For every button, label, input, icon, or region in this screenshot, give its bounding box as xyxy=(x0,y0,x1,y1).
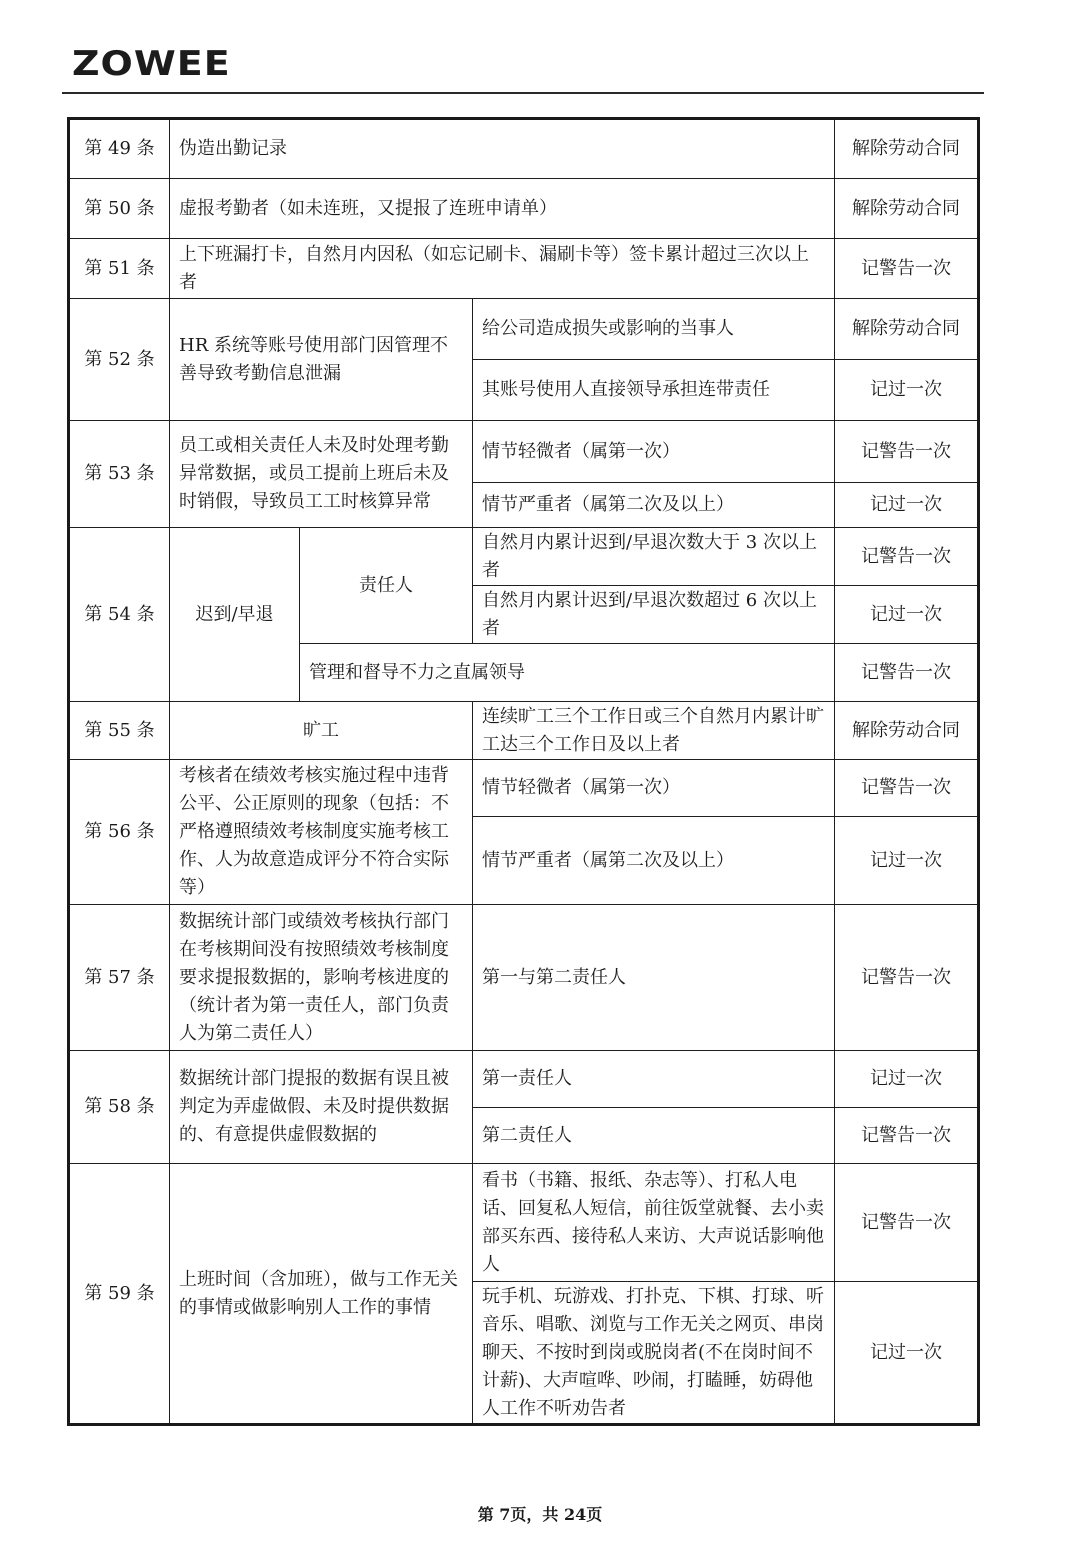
table-row xyxy=(69,702,979,760)
condition: 第一责任人 xyxy=(473,1051,835,1108)
penalty: 记过一次 xyxy=(835,1051,979,1108)
penalty: 记过一次 xyxy=(835,1282,979,1425)
rules-table xyxy=(67,117,980,1426)
article-number: 第 49 条 xyxy=(69,119,170,179)
condition: 看书（书籍、报纸、杂志等）、打私人电话、回复私人短信，前往饭堂就餐、去小卖部买东西、接待私人来访、大声说话影响他人 xyxy=(473,1164,835,1282)
condition: 情节严重者（属第二次及以上） xyxy=(473,483,835,528)
table-row xyxy=(69,239,979,299)
table-row xyxy=(69,1164,979,1282)
article-number: 第 52 条 xyxy=(69,299,170,421)
penalty: 记警告一次 xyxy=(835,644,979,702)
penalty: 记警告一次 xyxy=(835,421,979,483)
offense-description: 上班时间（含加班），做与工作无关的事情或做影响别人工作的事情 xyxy=(170,1164,473,1425)
condition: 连续旷工三个工作日或三个自然月内累计旷工达三个工作日及以上者 xyxy=(473,702,835,760)
condition: 自然月内累计迟到/早退次数超过 6 次以上者 xyxy=(473,586,835,644)
article-number: 第 59 条 xyxy=(69,1164,170,1425)
responsible-party: 责任人 xyxy=(300,528,473,644)
penalty: 解除劳动合同 xyxy=(835,299,979,360)
article-number: 第 55 条 xyxy=(69,702,170,760)
condition: 给公司造成损失或影响的当事人 xyxy=(473,299,835,360)
table-row xyxy=(69,905,979,1051)
condition: 情节轻微者（属第一次） xyxy=(473,760,835,817)
table-row xyxy=(69,421,979,483)
table-row xyxy=(69,299,979,360)
article-number: 第 50 条 xyxy=(69,179,170,239)
offense-description: 旷工 xyxy=(170,702,473,760)
offense-description: 虚报考勤者（如未连班，又提报了连班申请单） xyxy=(170,179,835,239)
table-row xyxy=(69,1051,979,1108)
article-number: 第 51 条 xyxy=(69,239,170,299)
penalty: 记警告一次 xyxy=(835,528,979,586)
condition: 第一与第二责任人 xyxy=(473,905,835,1051)
company-logo: ZOWEE xyxy=(72,44,231,83)
penalty: 记警告一次 xyxy=(835,239,979,299)
offense-description: 上下班漏打卡，自然月内因私（如忘记刷卡、漏刷卡等）签卡累计超过三次以上者 xyxy=(170,239,835,299)
penalty: 解除劳动合同 xyxy=(835,179,979,239)
offense-description: 数据统计部门或绩效考核执行部门在考核期间没有按照绩效考核制度要求提报数据的，影响考核进度的（统计者为第一责任人，部门负责人为第二责任人） xyxy=(170,905,473,1051)
condition: 自然月内累计迟到/早退次数大于 3 次以上者 xyxy=(473,528,835,586)
table-row xyxy=(69,179,979,239)
penalty: 记过一次 xyxy=(835,360,979,421)
article-number: 第 53 条 xyxy=(69,421,170,528)
penalty: 解除劳动合同 xyxy=(835,702,979,760)
condition: 情节严重者（属第二次及以上） xyxy=(473,817,835,905)
penalty: 记警告一次 xyxy=(835,1164,979,1282)
offense-description: 迟到/早退 xyxy=(170,528,300,702)
condition: 第二责任人 xyxy=(473,1108,835,1164)
offense-description: 员工或相关责任人未及时处理考勤异常数据，或员工提前上班后未及时销假，导致员工工时核算异常 xyxy=(170,421,473,528)
table-row xyxy=(69,760,979,817)
penalty: 记过一次 xyxy=(835,483,979,528)
table-row xyxy=(69,119,979,179)
penalty: 记过一次 xyxy=(835,586,979,644)
penalty: 记警告一次 xyxy=(835,905,979,1051)
header-divider xyxy=(62,92,984,94)
condition: 其账号使用人直接领导承担连带责任 xyxy=(473,360,835,421)
condition: 玩手机、玩游戏、打扑克、下棋、打球、听音乐、唱歌、浏览与工作无关之网页、串岗聊天、不按时到岗或脱岗者(不在岗时间不计薪)、大声喧哗、吵闹，打瞌睡，妨碍他人工作不听劝告者 xyxy=(473,1282,835,1425)
penalty: 记警告一次 xyxy=(835,760,979,817)
offense-description: 伪造出勤记录 xyxy=(170,119,835,179)
article-number: 第 56 条 xyxy=(69,760,170,905)
penalty: 记警告一次 xyxy=(835,1108,979,1164)
offense-description: HR 系统等账号使用部门因管理不善导致考勤信息泄漏 xyxy=(170,299,473,421)
article-number: 第 58 条 xyxy=(69,1051,170,1164)
offense-description: 数据统计部门提报的数据有误且被判定为弄虚做假、未及时提供数据的、有意提供虚假数据的 xyxy=(170,1051,473,1164)
offense-description: 考核者在绩效考核实施过程中违背公平、公正原则的现象（包括：不严格遵照绩效考核制度实施考核工作、人为故意造成评分不符合实际等） xyxy=(170,760,473,905)
article-number: 第 57 条 xyxy=(69,905,170,1051)
article-number: 第 54 条 xyxy=(69,528,170,702)
condition: 情节轻微者（属第一次） xyxy=(473,421,835,483)
table-row xyxy=(69,528,979,586)
penalty: 记过一次 xyxy=(835,817,979,905)
page-number: 第 7页，共 24页 xyxy=(477,1505,603,1524)
penalty: 解除劳动合同 xyxy=(835,119,979,179)
condition: 管理和督导不力之直属领导 xyxy=(300,644,835,702)
